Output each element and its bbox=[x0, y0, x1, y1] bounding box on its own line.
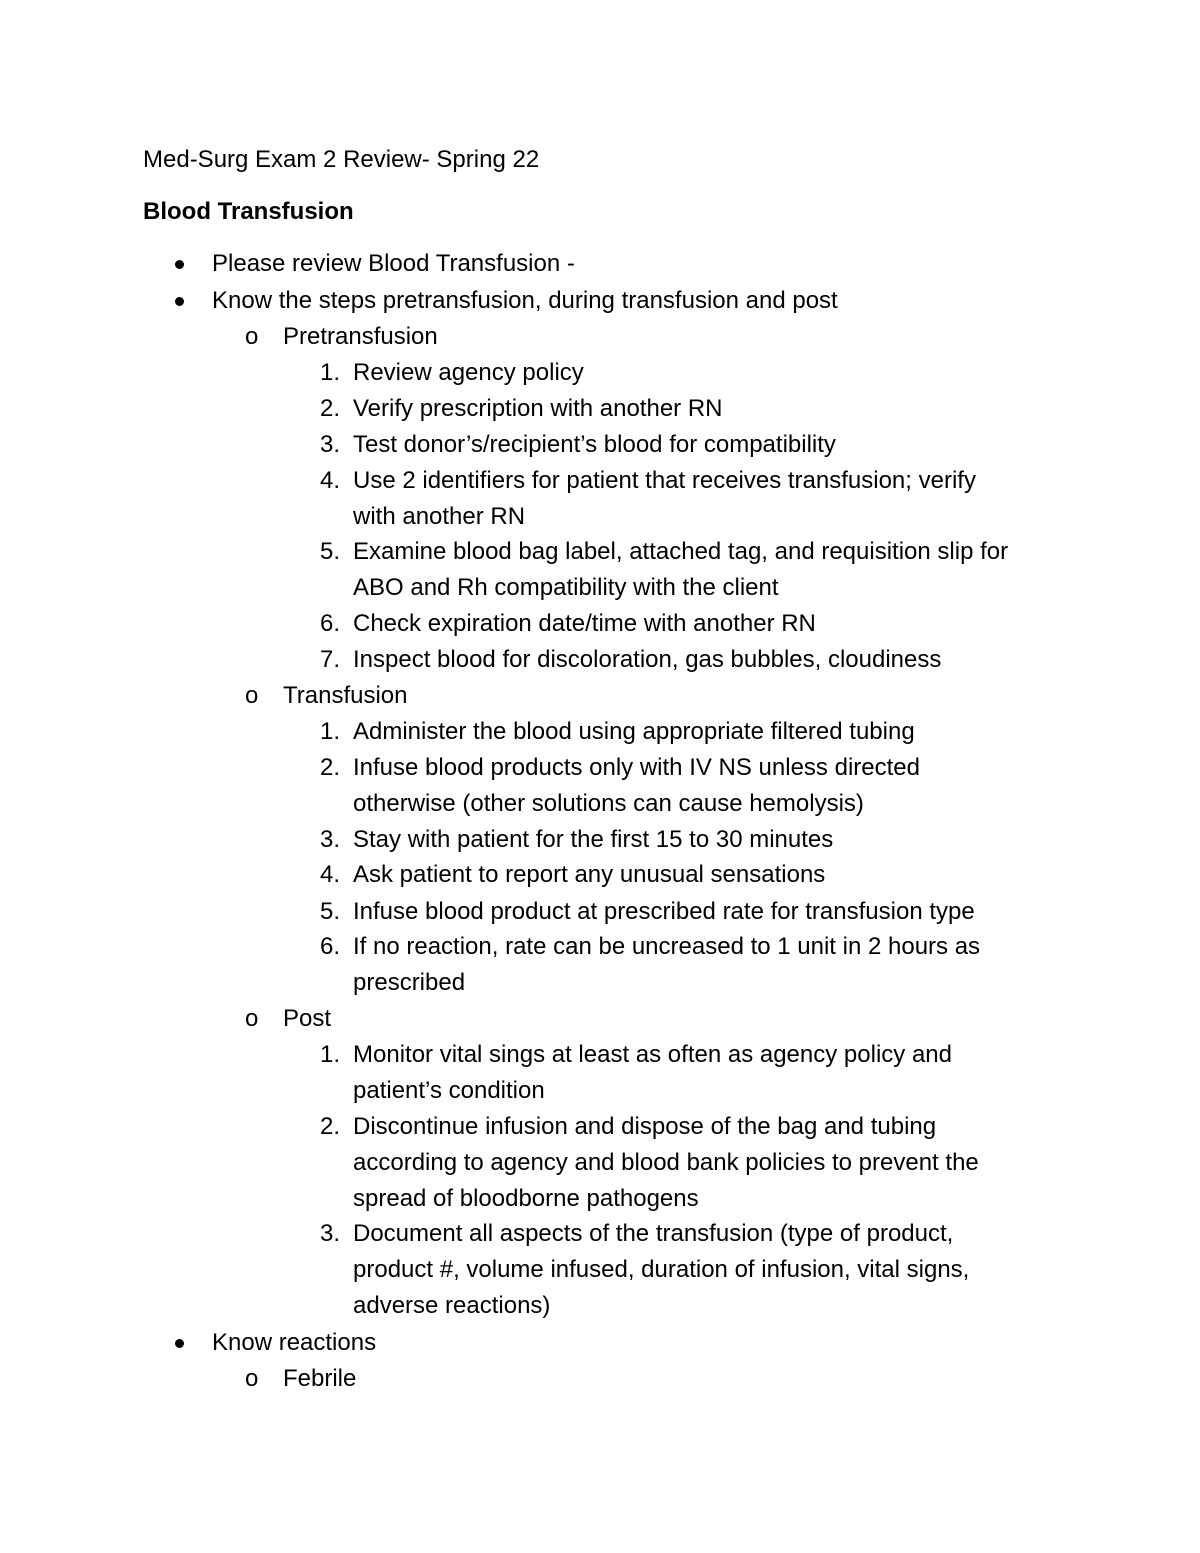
list-item: Administer the blood using appropriate filtered tubing bbox=[353, 718, 915, 745]
list-item: Verify prescription with another RN bbox=[353, 395, 723, 422]
list-item-continuation: spread of bloodborne pathogens bbox=[353, 1185, 699, 1212]
sub-bullet-marker: o bbox=[245, 1005, 259, 1032]
document-title: Med-Surg Exam 2 Review- Spring 22 bbox=[143, 146, 540, 173]
sub-bullet-marker: o bbox=[245, 1365, 259, 1392]
section-heading: Blood Transfusion bbox=[143, 198, 354, 225]
bullet-icon bbox=[175, 1339, 184, 1348]
bullet-icon bbox=[175, 297, 184, 306]
list-item-continuation: with another RN bbox=[353, 503, 526, 530]
list-item-continuation: according to agency and blood bank policies to prevent the bbox=[353, 1149, 979, 1176]
bullet-text: Know reactions bbox=[212, 1329, 377, 1356]
item-number: 7. bbox=[319, 646, 340, 673]
list-item: Monitor vital sings at least as often as agency policy and bbox=[353, 1041, 952, 1068]
list-item: Document all aspects of the transfusion (type of product, bbox=[353, 1220, 954, 1247]
item-number: 6. bbox=[319, 610, 340, 637]
list-item: Use 2 identifiers for patient that receives transfusion; verify bbox=[353, 467, 976, 494]
list-item: Ask patient to report any unusual sensations bbox=[353, 861, 826, 888]
subsection-label: Post bbox=[283, 1005, 332, 1032]
item-number: 2. bbox=[319, 395, 340, 422]
list-item: Check expiration date/time with another RN bbox=[353, 610, 816, 637]
subsection-label: Transfusion bbox=[283, 682, 408, 709]
sub-bullet-marker: o bbox=[245, 323, 259, 350]
list-item: Examine blood bag label, attached tag, and requisition slip for bbox=[353, 538, 1009, 565]
list-item: If no reaction, rate can be uncreased to 1 unit in 2 hours as bbox=[353, 933, 981, 960]
list-item: Stay with patient for the first 15 to 30 minutes bbox=[353, 826, 834, 853]
item-number: 5. bbox=[319, 898, 340, 925]
list-item: Review agency policy bbox=[353, 359, 584, 386]
item-number: 1. bbox=[319, 718, 340, 745]
list-item: Inspect blood for discoloration, gas bubbles, cloudiness bbox=[353, 646, 942, 673]
item-number: 4. bbox=[319, 861, 340, 888]
list-item: Infuse blood products only with IV NS unless directed bbox=[353, 754, 920, 781]
subsection-label: Pretransfusion bbox=[283, 323, 438, 350]
list-item-continuation: prescribed bbox=[353, 969, 466, 996]
list-item: Discontinue infusion and dispose of the bag and tubing bbox=[353, 1113, 937, 1140]
item-number: 2. bbox=[319, 754, 340, 781]
item-number: 6. bbox=[319, 933, 340, 960]
list-item-continuation: product #, volume infused, duration of infusion, vital signs, bbox=[353, 1256, 970, 1283]
item-number: 4. bbox=[319, 467, 340, 494]
subsection-label: Febrile bbox=[283, 1365, 357, 1392]
list-item: Infuse blood product at prescribed rate for transfusion type bbox=[353, 898, 975, 925]
sub-bullet-marker: o bbox=[245, 682, 259, 709]
item-number: 3. bbox=[319, 431, 340, 458]
item-number: 1. bbox=[319, 1041, 340, 1068]
list-item-continuation: ABO and Rh compatibility with the client bbox=[353, 574, 779, 601]
item-number: 1. bbox=[319, 359, 340, 386]
item-number: 3. bbox=[319, 1220, 340, 1247]
list-item: Test donor’s/recipient’s blood for compatibility bbox=[353, 431, 836, 458]
list-item-continuation: adverse reactions) bbox=[353, 1292, 551, 1319]
item-number: 2. bbox=[319, 1113, 340, 1140]
bullet-text: Please review Blood Transfusion - bbox=[212, 250, 575, 277]
list-item-continuation: patient’s condition bbox=[353, 1077, 545, 1104]
item-number: 5. bbox=[319, 538, 340, 565]
list-item-continuation: otherwise (other solutions can cause hemolysis) bbox=[353, 790, 864, 817]
bullet-icon bbox=[175, 260, 184, 269]
item-number: 3. bbox=[319, 826, 340, 853]
bullet-text: Know the steps pretransfusion, during transfusion and post bbox=[212, 287, 838, 314]
